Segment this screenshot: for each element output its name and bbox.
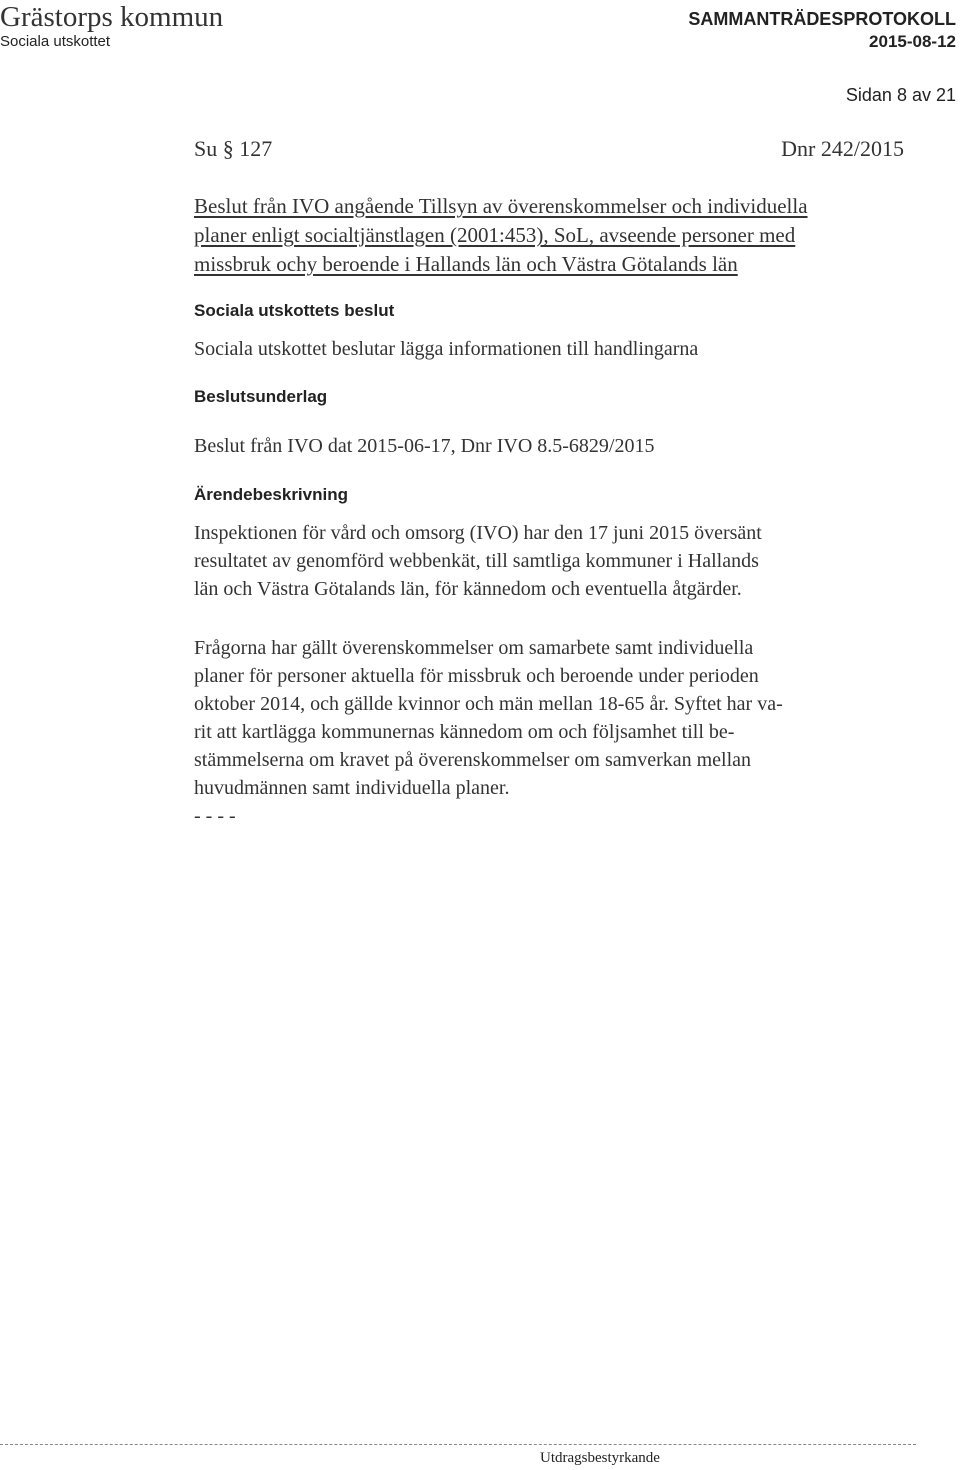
case-title-line: missbruk ochy beroende i Hallands län och Västra Götalands län: [194, 252, 738, 276]
description-paragraph-2: [194, 634, 924, 830]
decision-text: [194, 335, 924, 363]
diary-number: Dnr 242/2015: [781, 136, 904, 161]
paragraph-line: län och Västra Götalands län, för kännedom och eventuella åtgärder.: [194, 578, 742, 600]
paragraph-number: Su § 127: [194, 136, 273, 161]
paragraph-line: huvudmännen samt individuella planer.: [194, 777, 510, 799]
case-title-line: planer enligt socialtjänstlagen (2001:453), SoL, avseende personer med: [194, 223, 796, 247]
description-paragraph-1: [194, 519, 924, 603]
description-heading: Ärendebeskrivning: [194, 485, 348, 504]
case-title-line: Beslut från IVO angående Tillsyn av överenskommelser och individuella: [194, 194, 808, 218]
paragraph-line: stämmelserna om kravet på överenskommelser om samverkan mellan: [194, 749, 752, 771]
page-number: Sidan 8 av 21: [845, 85, 956, 105]
paragraph-line: rit att kartlägga kommunernas kännedom om och följsamhet till be-: [194, 721, 735, 743]
basis-text: [194, 432, 924, 460]
paragraph-line: Frågorna har gällt överenskommelser om samarbete samt individuella: [194, 637, 754, 659]
footer-divider: [0, 1444, 916, 1445]
paragraph-line: Inspektionen för vård och omsorg (IVO) har den 17 juni 2015 översänt: [194, 522, 762, 544]
committee-name: Sociala utskottet: [0, 33, 111, 50]
paragraph-line: planer för personer aktuella för missbruk och beroende under perioden: [194, 665, 759, 687]
certification-label: Utdragsbestyrkande: [540, 1450, 660, 1466]
end-marker: - - - -: [194, 805, 236, 827]
basis-heading: Beslutsunderlag: [194, 387, 328, 406]
decision-text-line: Sociala utskottet beslutar lägga informationen till handlingarna: [194, 338, 699, 360]
basis-text-line: Beslut från IVO dat 2015-06-17, Dnr IVO 8.5-6829/2015: [194, 435, 655, 457]
document-type: SAMMANTRÄDESPROTOKOLL: [688, 9, 956, 29]
decision-heading: Sociala utskottets beslut: [194, 301, 395, 320]
case-title: [194, 192, 934, 279]
organization-name: Grästorps kommun: [0, 1, 224, 33]
paragraph-line: oktober 2014, och gällde kvinnor och män mellan 18-65 år. Syftet har va-: [194, 693, 783, 715]
meeting-date: 2015-08-12: [869, 32, 956, 51]
paragraph-line: resultatet av genomförd webbenkät, till samtliga kommuner i Hallands: [194, 550, 759, 572]
